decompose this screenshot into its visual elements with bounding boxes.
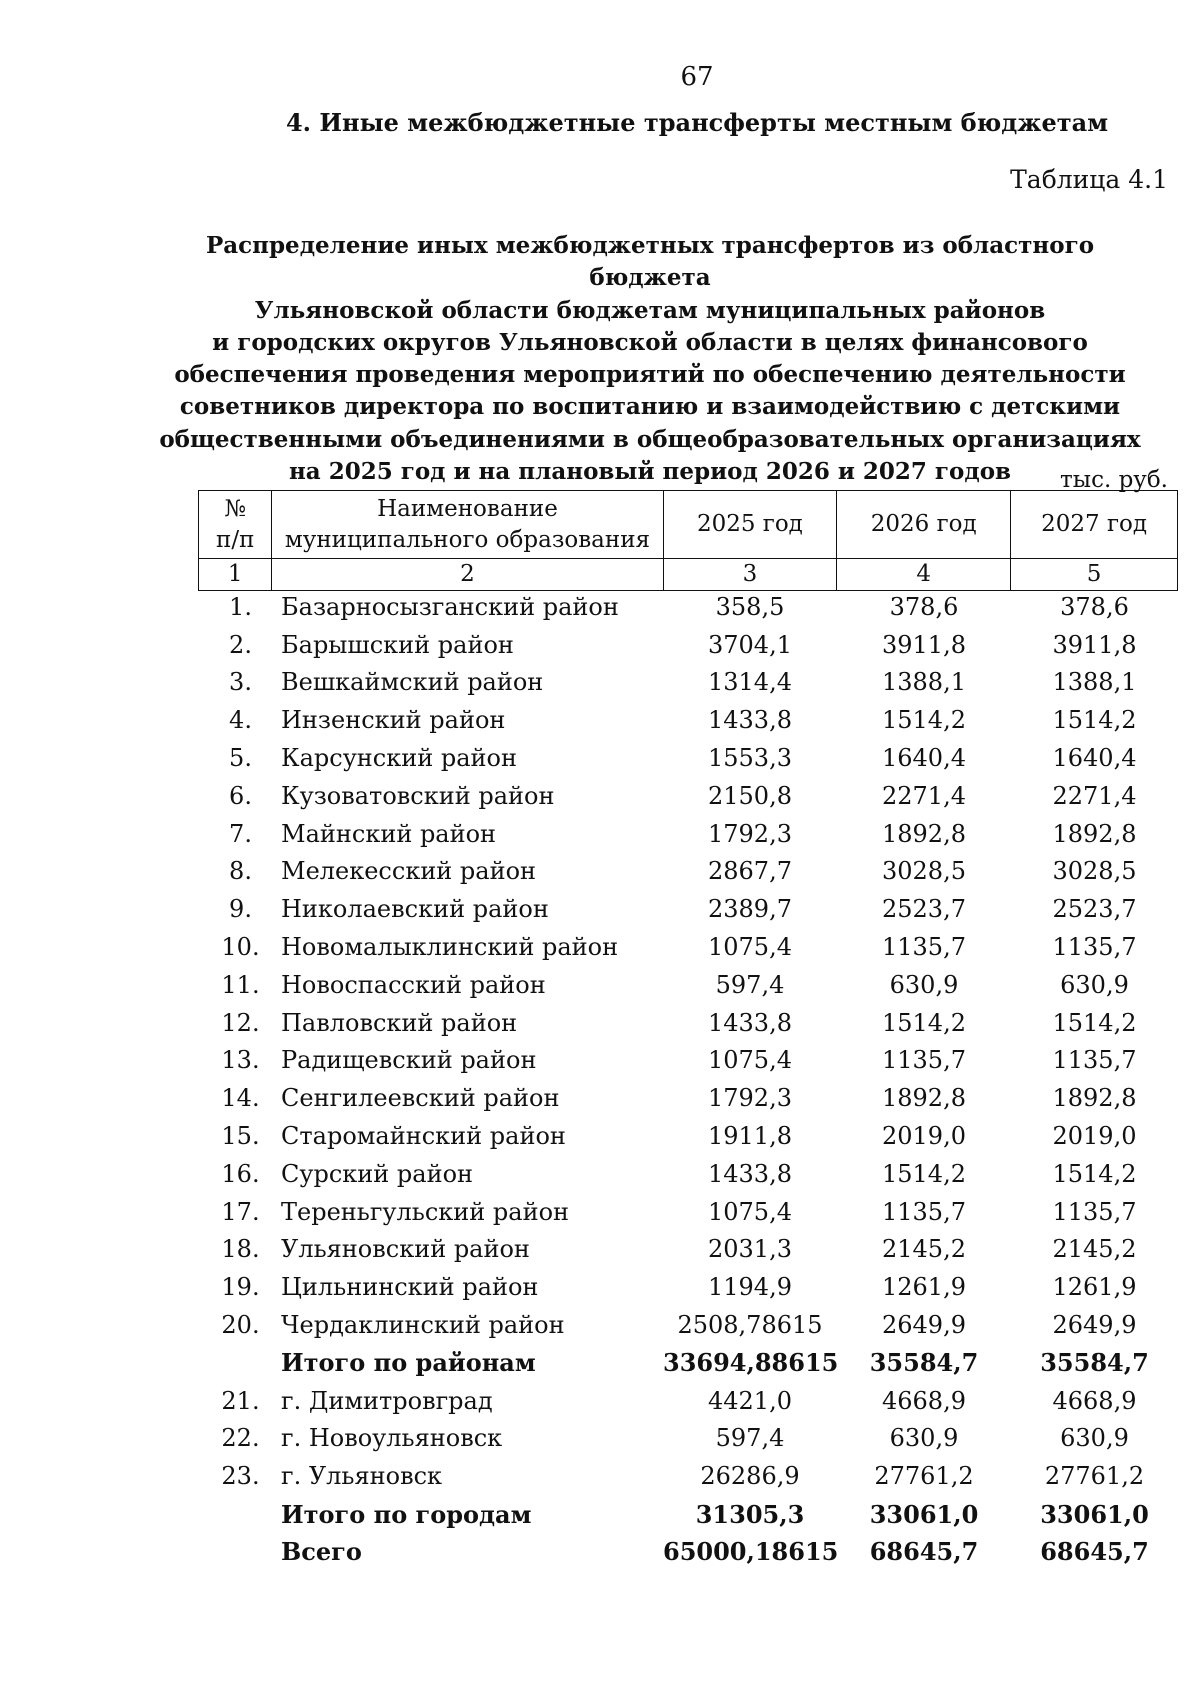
row-name: Новоспасский район [281,970,546,999]
row-name: Майнский район [281,819,497,848]
row-value-2025: 2150,8 [708,781,792,810]
title-line: и городских округов Ульяновской области в целях финансового [212,328,1088,356]
table-title [150,230,1150,488]
row-value-2027: 1514,2 [1052,1008,1137,1037]
row-value-2026: 1135,7 [882,933,966,962]
row-value-2027: 33061,0 [1040,1499,1149,1529]
title-line: Распределение иных межбюджетных трансфертов из областного бюджета [205,232,1095,292]
row-number: 1. [229,592,252,621]
title-line: обеспечения проведения мероприятий по обеспечению деятельности [174,361,1126,389]
row-value-2025: 358,5 [715,592,785,621]
row-value-2026: 27761,2 [874,1462,974,1491]
row-value-2027: 68645,7 [1040,1537,1149,1567]
row-name: Радищевский район [281,1046,537,1075]
row-number: 19. [221,1273,260,1302]
row-value-2027: 2523,7 [1052,895,1137,924]
row-value-2026: 1514,2 [882,1008,966,1037]
row-number: 9. [229,895,252,924]
row-value-2026: 2019,0 [882,1122,966,1151]
row-value-2026: 1514,2 [882,1159,966,1188]
header-index-cell: 2 [272,559,663,591]
row-value-2026: 378,6 [889,592,959,621]
header-index-cell: 3 [663,559,837,591]
row-value-2025: 1433,8 [708,1159,792,1188]
row-number: 14. [221,1084,260,1113]
header-name-line2: муниципального образования [284,526,651,553]
row-value-2025: 1553,3 [708,744,792,773]
row-value-2027: 1892,8 [1052,819,1137,848]
row-value-2025: 1433,8 [708,706,792,735]
table-row [198,701,1178,739]
row-value-2027: 4668,9 [1052,1386,1137,1415]
row-value-2025: 1314,4 [708,668,792,697]
row-number: 22. [221,1424,260,1453]
row-name: Николаевский район [281,895,549,924]
row-value-2027: 2145,2 [1052,1235,1137,1264]
row-value-2025: 65000,18615 [663,1537,839,1567]
table-row [198,815,1178,853]
row-value-2025: 1433,8 [708,1008,792,1037]
row-number: 23. [221,1462,260,1491]
table-row [198,626,1178,664]
row-value-2027: 1514,2 [1052,706,1137,735]
row-name: Инзенский район [281,706,506,735]
row-value-2026: 1640,4 [882,744,966,773]
header-2026: 2026 год [837,491,1011,559]
table-total-row [198,1495,1178,1533]
row-name: Кузоватовский район [281,781,555,810]
row-value-2027: 2649,9 [1052,1311,1137,1340]
row-name: Сенгилеевский район [281,1084,560,1113]
row-value-2026: 3028,5 [882,857,966,886]
row-value-2026: 2271,4 [882,781,966,810]
header-name [272,491,663,559]
row-name: Мелекесский район [281,857,537,886]
table-row [198,1306,1178,1344]
row-value-2027: 1135,7 [1052,1046,1137,1075]
table-row [198,890,1178,928]
table-row [198,1457,1178,1495]
row-value-2026: 1388,1 [882,668,966,697]
header-num [199,491,272,559]
units-label: тыс. руб. [1060,467,1168,493]
row-value-2025: 31305,3 [695,1499,805,1529]
table-row [198,1079,1178,1117]
row-number: 21. [221,1386,260,1415]
row-name: Павловский район [281,1008,518,1037]
row-number: 3. [229,668,252,697]
row-value-2026: 3911,8 [882,630,966,659]
row-name: г. Ульяновск [281,1462,443,1491]
row-value-2026: 630,9 [889,970,959,999]
row-value-2025: 1075,4 [708,1046,792,1075]
row-name: Тереньгульский район [281,1197,570,1226]
row-value-2027: 630,9 [1060,1424,1129,1453]
header-index-cell: 4 [837,559,1011,591]
row-number: 15. [221,1122,260,1151]
row-value-2026: 4668,9 [882,1386,966,1415]
row-value-2025: 1792,3 [708,819,792,848]
header-index-row [199,559,1178,591]
row-value-2025: 597,4 [715,970,785,999]
table-row [198,1042,1178,1080]
row-value-2025: 597,4 [715,1424,785,1453]
row-value-2027: 35584,7 [1040,1348,1149,1378]
row-value-2026: 1892,8 [882,1084,966,1113]
table-row [198,1268,1178,1306]
row-value-2026: 35584,7 [869,1348,979,1378]
row-name: Сурский район [281,1159,474,1188]
row-number: 10. [221,933,260,962]
row-value-2027: 1514,2 [1052,1159,1137,1188]
title-line: советников директора по воспитанию и взаимодействию с детскими [179,393,1121,421]
row-value-2025: 1911,8 [708,1122,792,1151]
table-row [198,1420,1178,1458]
table-total-row [198,1344,1178,1382]
row-value-2025: 1075,4 [708,933,792,962]
row-value-2027: 1640,4 [1052,744,1137,773]
table-row [198,853,1178,891]
row-value-2025: 2031,3 [708,1235,792,1264]
row-number: 11. [221,970,260,999]
row-value-2026: 2523,7 [882,895,966,924]
table-label: Таблица 4.1 [1010,165,1168,194]
row-value-2026: 1892,8 [882,819,966,848]
row-value-2027: 378,6 [1060,592,1129,621]
row-value-2027: 630,9 [1060,970,1129,999]
row-value-2025: 26286,9 [700,1462,800,1491]
header-num-line1: № [224,495,247,522]
row-value-2025: 33694,88615 [663,1348,839,1378]
row-value-2025: 2508,78615 [677,1311,823,1340]
table-row [198,664,1178,702]
row-name: Вешкаймский район [281,668,544,697]
row-name: Новомалыклинский район [281,933,619,962]
row-number: 6. [229,781,252,810]
header-2025: 2025 год [663,491,837,559]
table-row [198,966,1178,1004]
header-index-cell: 1 [199,559,272,591]
row-value-2026: 2649,9 [882,1311,966,1340]
row-value-2027: 3028,5 [1052,857,1137,886]
row-number: 13. [221,1046,260,1075]
row-name: Итого по городам [281,1499,532,1529]
row-value-2026: 1261,9 [882,1273,966,1302]
table-row [198,1231,1178,1269]
row-value-2027: 1388,1 [1052,668,1137,697]
row-value-2027: 3911,8 [1052,630,1137,659]
row-value-2025: 1075,4 [708,1197,792,1226]
section-title: 4. Иные межбюджетные трансферты местным бюджетам [285,108,1109,137]
row-name: Базарносызганский район [281,592,619,621]
row-number: 7. [229,819,252,848]
row-value-2026: 1135,7 [882,1197,966,1226]
row-value-2026: 33061,0 [869,1499,979,1529]
row-value-2027: 2019,0 [1052,1122,1137,1151]
header-2027: 2027 год [1011,491,1178,559]
row-number: 4. [229,706,252,735]
table-row [198,1155,1178,1193]
table-row [198,1117,1178,1155]
row-number: 16. [221,1159,260,1188]
row-name: г. Димитровград [281,1386,493,1415]
header-row [199,491,1178,559]
title-line: общественными объединениями в общеобразовательных организациях [159,425,1141,453]
row-number: 20. [221,1311,260,1340]
row-value-2027: 1261,9 [1052,1273,1137,1302]
table-row [198,1193,1178,1231]
row-name: г. Новоульяновск [281,1424,503,1453]
row-value-2025: 2389,7 [708,895,792,924]
table-row [198,928,1178,966]
row-name: Всего [281,1537,362,1567]
table-row [198,588,1178,626]
table-total-row [198,1533,1178,1571]
title-line: на 2025 год и на плановый период 2026 и 2027 годов [288,458,1012,486]
row-value-2025: 2867,7 [708,857,792,886]
page-number: 67 [680,62,714,92]
row-value-2027: 2271,4 [1052,781,1137,810]
row-value-2027: 1135,7 [1052,1197,1137,1226]
table-row [198,1382,1178,1420]
row-value-2026: 2145,2 [882,1235,966,1264]
row-value-2025: 1792,3 [708,1084,792,1113]
row-number: 12. [221,1008,260,1037]
row-name: Карсунский район [281,744,517,773]
row-number: 5. [229,744,252,773]
row-number: 8. [229,857,252,886]
row-value-2025: 4421,0 [708,1386,792,1415]
row-name: Барышский район [281,630,514,659]
table-row [198,1004,1178,1042]
header-index-cell: 5 [1011,559,1178,591]
row-name: Цильнинский район [281,1273,539,1302]
row-name: Чердаклинский район [281,1311,565,1340]
row-number: 2. [229,630,252,659]
row-value-2027: 1892,8 [1052,1084,1137,1113]
table-row [198,777,1178,815]
title-line: Ульяновской области бюджетам муниципальных районов [254,296,1046,324]
header-name-line1: Наименование [377,495,558,522]
row-value-2025: 1194,9 [708,1273,792,1302]
row-name: Ульяновский район [281,1235,530,1264]
row-value-2026: 630,9 [889,1424,959,1453]
table-row [198,739,1178,777]
row-value-2025: 3704,1 [708,630,792,659]
row-number: 17. [221,1197,260,1226]
table-body [198,588,1178,1571]
row-value-2026: 1514,2 [882,706,966,735]
table-header [198,490,1178,591]
header-num-line2: п/п [216,526,255,553]
row-name: Старомайнский район [281,1122,566,1151]
row-value-2026: 1135,7 [882,1046,966,1075]
row-value-2027: 27761,2 [1044,1462,1145,1491]
row-name: Итого по районам [281,1348,536,1378]
row-value-2027: 1135,7 [1052,933,1137,962]
row-value-2026: 68645,7 [869,1537,979,1567]
row-number: 18. [221,1235,260,1264]
